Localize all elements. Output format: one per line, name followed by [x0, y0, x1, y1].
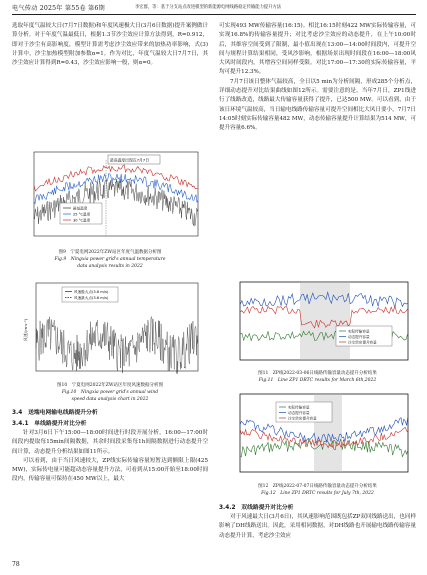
fig12-caption	[219, 484, 416, 498]
fig12-legend-3: 沙尘效应提升容量	[288, 416, 317, 421]
fig12-legend-2: 动态提升容量	[288, 411, 310, 415]
fig10-caption-en-2: speed data analysis chart in 2022	[71, 396, 149, 402]
fig9-caption-en-1: Fig.9 Ningxia power grid's annual temperature	[54, 256, 166, 262]
fig10-caption	[12, 383, 208, 403]
fig11-legend-2: 动态提升容量	[348, 335, 370, 339]
section-3-4-1: 3.4.1 单线路提升对比分析	[12, 421, 87, 427]
fig10-chart	[22, 279, 202, 381]
fig11-chart	[224, 278, 412, 370]
header-rule	[12, 14, 416, 15]
right-paragraph-1: 可实现493 MW传输容量(16:15)。相比16:15时刻422 MW实际传输容量，可实现16.8%的传输容量提升；对比考虑沙尘效应的动态提升，在上午10:00时后，其维容空间受到了限制，最小值出现在13:00—14:00时间段内，可提升空间与规程计算结果相同，受风沙影响，根据场景出现时间段在16:00—18:00风大风时间段内，其增容空间同样受限。对比17:00—17:30的实际传输容量，平均可提升12.3%。 7月7日该日整体气温较高，全日以5 min为分析间隔，形成285个分析点，详细动态提升对比结果曲线如图12所示。需要注意的是，当年7月日，ZP1线进行了线路改造，线路最大传输容量获得了提升，已达500 MW。可以看到，由于该日环境气温较高，当日输电线路传输容量可提升空间相比大风日要小，7月7日14:05时刻实际传输容量482 MW，动态传输容量提升计算结果为514 MW，可提升容量6.6%。	[219, 23, 416, 132]
fig12-caption-cn: 图12 ZP线2022-07-07日线路传输容量动态提升分析结果	[258, 484, 377, 489]
fig11-caption-cn: 图11 ZP线2022-03-06日线路传输容量动态提升分析结果	[258, 371, 377, 376]
fig10-legend-1: 风速极大点(3.6 m/s)	[74, 290, 109, 294]
page-number: 78	[12, 561, 20, 568]
fig11-shaded-band	[300, 282, 350, 360]
fig12-legend-1: 实际传输容量	[288, 405, 310, 410]
fig10-caption-cn: 图10 宁夏电网2022年ZW站区年度风速数据分析图	[57, 383, 163, 388]
fig11-caption-en: Fig.11 Line ZP1 DRTC results for March 6th,2022	[258, 377, 377, 383]
fig12-chart	[224, 390, 412, 482]
fig9-legend-3: 30 °C温度	[73, 218, 91, 223]
fig9-plot-frame	[34, 152, 198, 236]
left-paragraph-1: 选取年度气温较大日(7月7日数据)和年度风速极大日(3月6日数据)提升案例做计算分析。对于年度气温最低日，根据1.3节沙尘效应计算方法得到，R=0.912，即对于沙尘有高影响度，模型计算需考虑沙尘效应带来的加热功率影响，式(3)计算中，沙尘加热模型附加参数α=1。作为对比，年度气温较大日7月7日，其沙尘效应计算得到R=0.43，沙尘效应影响一般，则α=0。	[12, 23, 208, 67]
running-title: 李宏群，等：基于分支站点改进模型的新能源电网线路稳定传输能力提升方法	[135, 5, 282, 10]
figure-10	[22, 279, 202, 381]
figure-9	[22, 148, 202, 248]
fig11-caption	[219, 371, 416, 385]
fig9-caption-cn: 图9 宁夏电网2022年ZW站区年度气温数据分析图	[58, 250, 162, 255]
fig11-legend-1: 实际传输容量	[348, 329, 370, 334]
right-paragraph-3: 对于风速最大日(3月6日)，其风速影响范围既包括ZP双回线路送出，也同样影响了DH线路送出。因此，采用相同数据，对DH线路也开展输电线路传输容量动态提升计算，考虑沙尘效应	[219, 514, 416, 539]
fig9-caption	[12, 250, 208, 270]
fig12-caption-en: Fig.12 Line ZP1 DRTC results for July 7th, 2022	[261, 490, 374, 496]
section-3-4: 3.4 送端电网输电线路提升分析	[12, 410, 98, 416]
fig10-caption-en-1: Fig.10 Ningxia power grid's annual wind	[61, 389, 159, 395]
figure-11	[224, 278, 412, 370]
fig9-chart	[22, 148, 202, 248]
fig9-legend-1: 最低温度	[73, 206, 88, 211]
fig9-annotation: 最高温度出现在7月7日	[110, 157, 150, 163]
journal-header: 电气传动 2025年 第55卷 第6期	[12, 5, 105, 12]
section-3-4-2: 3.4.2 双线路提升对比分析	[219, 505, 294, 511]
fig10-ylabel: 风速/(m·s⁻¹)	[23, 318, 28, 341]
fig9-legend-2: 25 °C温度	[73, 212, 91, 217]
fig11-legend-3: 沙尘效应提升容量	[348, 340, 377, 345]
fig9-caption-en-2: data analysis results in 2022	[77, 263, 143, 269]
left-paragraph-2: 针对3月6日下午15:00—18:00时间进行时段开展分析，16:00—17:00时间段内提取每15min间隔数据，其余时间段采集每1h间隔数据进行动态提升空间计算，动态提升分析结果如图11所示。 可以看到，由于当日风速较大，ZP线实际传输容量短暂达到额限上限(425 MW)，实际传电量可能超动态容量提升方法，可看到从15:00开始至18:00时间段内，传输容量可保持在450 MW以上，最大	[12, 430, 208, 483]
figure-12	[224, 390, 412, 482]
fig10-legend-2: 风速最大点(3.6 m/s)	[74, 296, 109, 300]
